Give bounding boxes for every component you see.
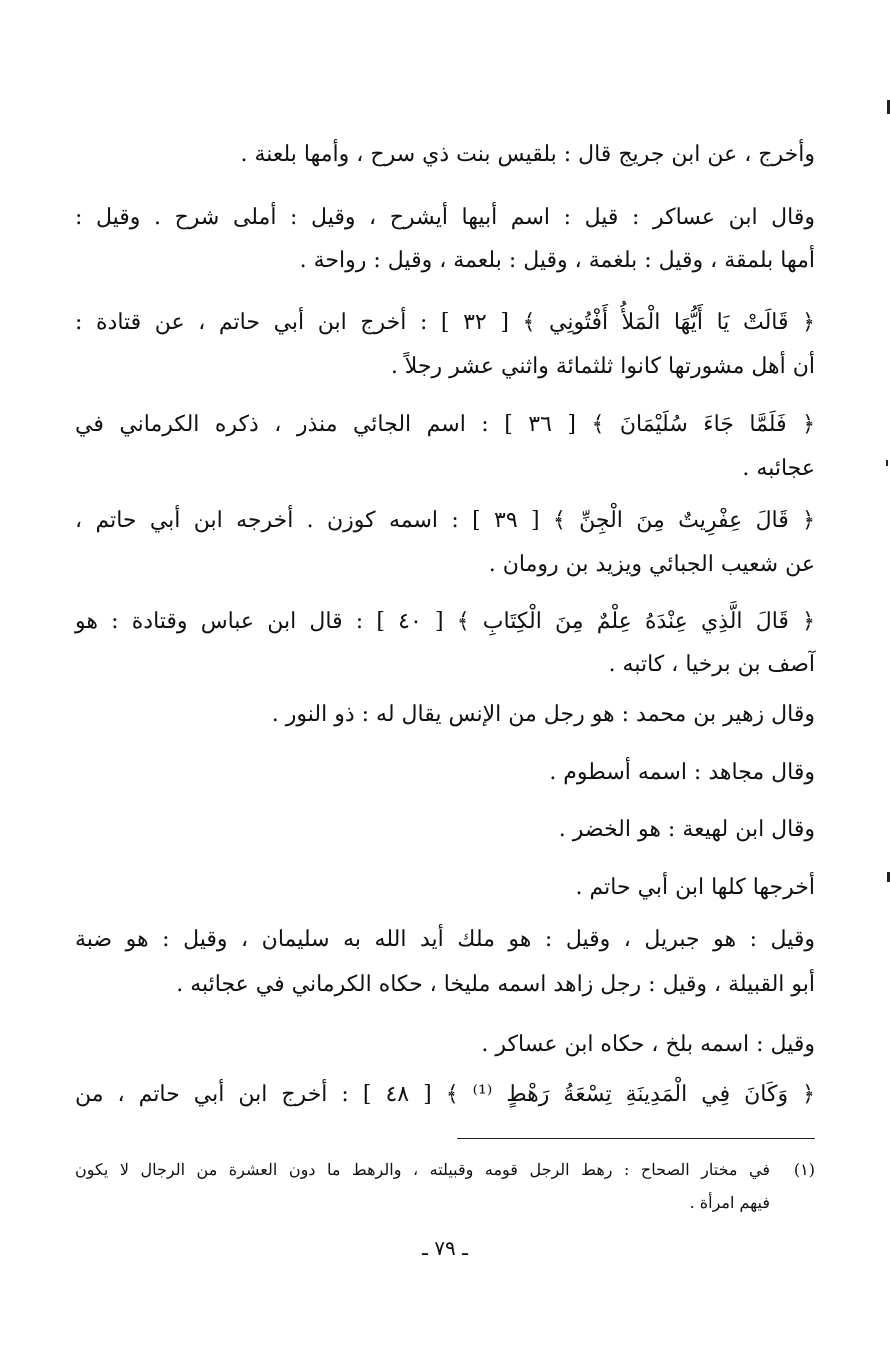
text-line-8: ﴿ قَالَ عِفْرِيتٌ مِنَ الْجِنِّ ﴾ [ ٣٩ ] : اسمه كوزن . أخرجه ابن أبي حاتم ،	[75, 508, 815, 533]
text-line-2: وقال ابن عساكر : قيل : اسم أبيها أيشرح ، وقيل : أملى شرح . وقيل :	[75, 205, 815, 230]
text-line-15: أخرجها كلها ابن أبي حاتم .	[575, 875, 815, 900]
text-line-19: ﴿ وَكَانَ فِي الْمَدِينَةِ تِسْعَةُ رَهْطٍ ⁽¹⁾ ﴾ [ ٤٨ ] : أخرج ابن أبي حاتم ، من	[75, 1082, 816, 1107]
scan-edge-mark	[886, 460, 888, 466]
footnote-line-1: في مختار الصحاح : رهط الرجل قومه وقبيلته ، والرهط ما دون العشرة من الرجال لا يكون	[75, 1160, 770, 1179]
footnote	[75, 1157, 815, 1183]
text-line-11: آصف بن برخيا ، كاتبه .	[608, 652, 815, 677]
text-line-5: أن أهل مشورتها كانوا ثلثمائة واثني عشر رجلاً .	[390, 354, 815, 379]
text-line-17: أبو القبيلة ، وقيل : رجل زاهد اسمه مليخا ، حكاه الكرماني في عجائبه .	[176, 972, 815, 997]
text-line-16: وقيل : هو جبريل ، وقيل : هو ملك أيد الله به سليمان ، وقيل : هو ضبة	[75, 927, 815, 952]
text-line-10: ﴿ قَالَ الَّذِي عِنْدَهُ عِلْمٌ مِنَ الْكِتَابِ ﴾ [ ٤٠ ] : قال ابن عباس وقتادة : هو	[75, 609, 815, 634]
footnote-number: (١)	[793, 1160, 815, 1179]
text-line-18: وقيل : اسمه بلخ ، حكاه ابن عساكر .	[481, 1032, 815, 1057]
footnote-line-2: فيهم امرأة .	[689, 1193, 770, 1212]
text-line-3: أمها بلمقة ، وقيل : بلغمة ، وقيل : بلعمة ، وقيل : رواحة .	[299, 248, 815, 273]
footnote-separator	[457, 1138, 815, 1139]
text-line-4: ﴿ قَالَتْ يَا أَيُّهَا الْمَلأُ أَفْتُونِي ﴾ [ ٣٢ ] : أخرج ابن أبي حاتم ، عن قتادة :	[75, 310, 815, 335]
footnote-continuation	[75, 1190, 815, 1216]
text-line-7: عجائبه .	[742, 456, 815, 481]
page-number: ـ ٧٩ ـ	[422, 1236, 468, 1260]
text-line-12: وقال زهير بن محمد : هو رجل من الإنس يقال له : ذو النور .	[271, 702, 815, 727]
text-line-9: عن شعيب الجبائي ويزيد بن رومان .	[488, 552, 815, 577]
text-line-14: وقال ابن لهيعة : هو الخضر .	[558, 817, 815, 842]
text-line-13: وقال مجاهد : اسمه أسطوم .	[549, 760, 815, 785]
text-line-6: ﴿ فَلَمَّا جَاءَ سُلَيْمَانَ ﴾ [ ٣٦ ] : اسم الجائي منذر ، ذكره الكرماني في	[75, 412, 815, 437]
text-line-1: وأخرج ، عن ابن جريج قال : بلقيس بنت ذي سرح ، وأمها بلعنة .	[240, 142, 815, 167]
